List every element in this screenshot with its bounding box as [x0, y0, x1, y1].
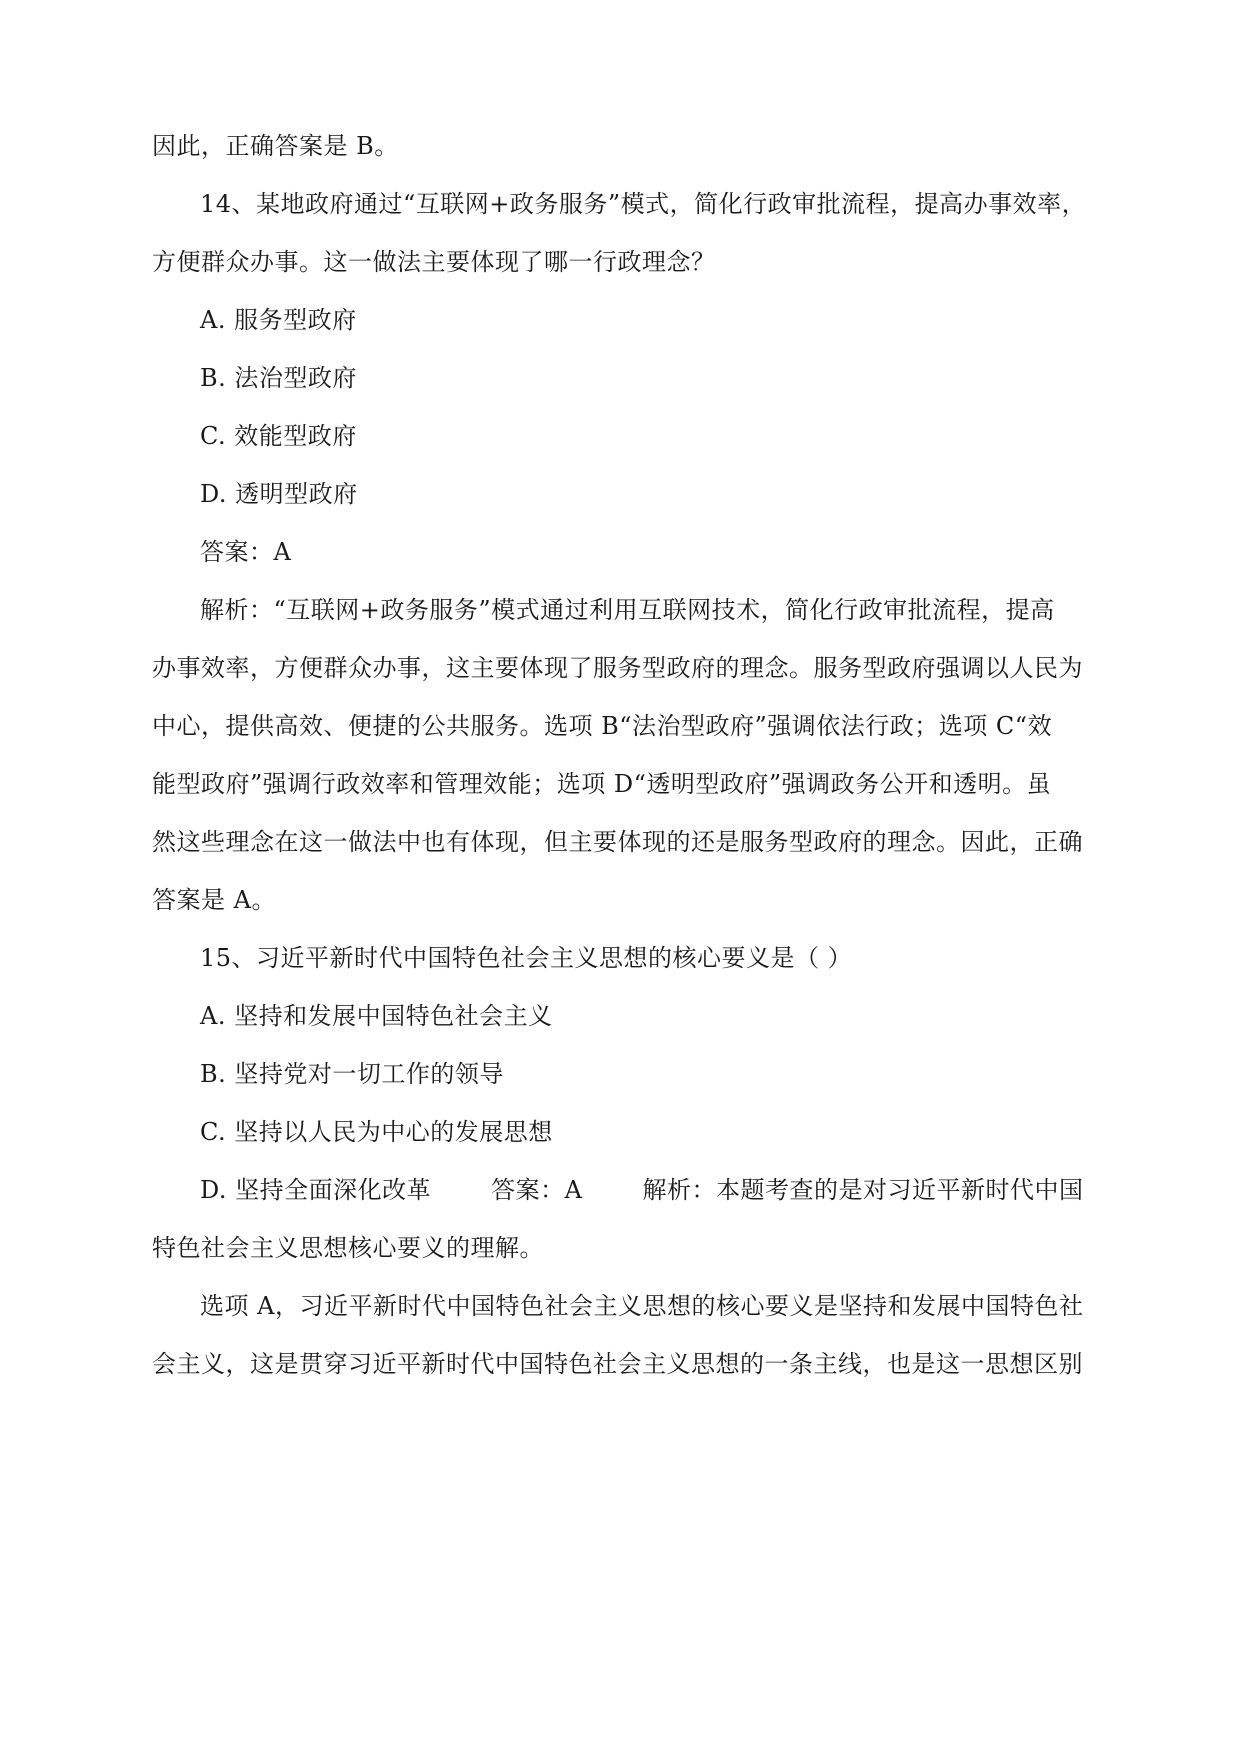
q14-explanation-line-1: 解析：“互联网+政务服务”模式通过利用互联网技术，简化行政审批流程，提高 [200, 596, 1055, 624]
q14-explanation-line-5: 然这些理念在这一做法中也有体现，但主要体现的还是服务型政府的理念。因此，正确 [152, 828, 1083, 856]
q15-option-b: B. 坚持党对一切工作的领导 [200, 1060, 504, 1088]
q14-option-b: B. 法治型政府 [200, 364, 357, 392]
q15-explanation-continued: 特色社会主义思想核心要义的理解。 [152, 1234, 544, 1262]
q15-option-c: C. 坚持以人民为中心的发展思想 [200, 1118, 553, 1146]
q15-paragraph-line-2: 会主义，这是贯穿习近平新时代中国特色社会主义思想的一条主线，也是这一思想区别 [152, 1350, 1083, 1378]
q15-option-d: D. 坚持全面深化改革 [200, 1176, 432, 1204]
q14-explanation-line-6: 答案是 A。 [152, 886, 276, 914]
q15-option-a: A. 坚持和发展中国特色社会主义 [200, 1002, 553, 1030]
q14-explanation-line-2: 办事效率，方便群众办事，这主要体现了服务型政府的理念。服务型政府强调以人民为 [152, 654, 1083, 682]
q14-option-d: D. 透明型政府 [200, 480, 358, 508]
q14-stem-line-2: 方便群众办事。这一做法主要体现了哪一行政理念？ [152, 248, 716, 276]
q15-answer: 答案：A [491, 1176, 583, 1204]
previous-conclusion: 因此，正确答案是 B。 [152, 132, 399, 160]
q14-option-c: C. 效能型政府 [200, 422, 357, 450]
q15-stem: 15、习近平新时代中国特色社会主义思想的核心要义是（ ） [200, 944, 853, 972]
q14-answer: 答案：A [200, 538, 292, 566]
q14-explanation-line-3: 中心，提供高效、便捷的公共服务。选项 B“法治型政府”强调依法行政；选项 C“效 [152, 712, 1053, 740]
q15-option-d-line [200, 1174, 1084, 1206]
q15-explanation-start: 解析：本题考查的是对习近平新时代中国 [642, 1176, 1084, 1204]
q14-explanation-line-4: 能型政府”强调行政效率和管理效能；选项 D“透明型政府”强调政务公开和透明。虽 [152, 770, 1052, 798]
q15-paragraph-line-1: 选项 A，习近平新时代中国特色社会主义思想的核心要义是坚持和发展中国特色社 [200, 1292, 1084, 1320]
q14-option-a: A. 服务型政府 [200, 306, 357, 334]
q14-stem-line-1: 14、某地政府通过“互联网+政务服务”模式，简化行政审批流程，提高办事效率， [200, 190, 1087, 218]
